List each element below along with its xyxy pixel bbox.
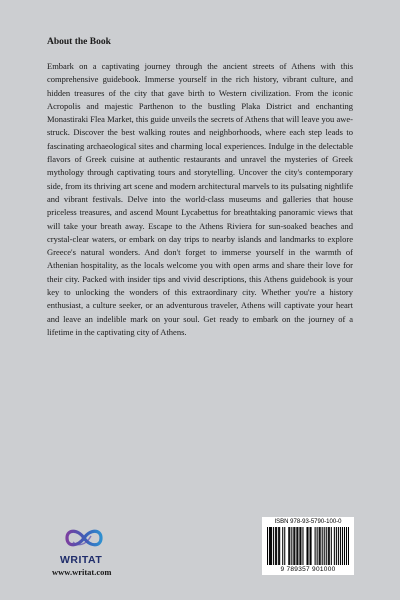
barcode-digits: 9 789357 901000 xyxy=(280,566,336,573)
section-heading: About the Book xyxy=(47,37,111,47)
publisher-url: www.writat.com xyxy=(52,567,112,577)
infinity-loop-icon xyxy=(64,525,104,551)
publisher-logo xyxy=(52,525,160,580)
isbn-barcode xyxy=(262,517,354,575)
publisher-name: WRITAT xyxy=(60,554,103,566)
barcode-bars xyxy=(267,527,349,565)
isbn-label: ISBN 978-93-5790-100-0 xyxy=(274,519,342,525)
book-description: Embark on a captivating journey through the ancient streets of Athens with this comprehensive guidebook. Immerse yourself in the rich history, vibrant culture, and hidden treasures of the city that gave birth to Western civilization. From the iconic Acropolis and majestic Parthenon to the bustling Plaka District and enchanting Monastiraki Flea Market, this guide unveils the secrets of Athens that will leave you awe-struck. Discover the best walking routes and neighborhoods, where each step leads to fascinating archaeological sites and charming local experiences. Indulge in the delectable flavors of Greek cuisine at authentic restaurants and unravel the mysteries of Greek mythology through captivating tours and storytelling. Uncover the city's contemporary side, from its thriving art scene and modern architectural marvels to its pulsating nightlife and vibrant festivals. Delve into the world-class museums and galleries that house priceless treasures, and ascend Mount Lycabettus for breathtaking panoramic views that will take your breath away. Escape to the Athens Riviera for sun-soaked beaches and crystal-clear waters, or embark on day trips to nearby islands and landmarks to explore Greece's natural wonders. And don't forget to immerse yourself in the warmth of Athenian hospitality, as the locals welcome you with open arms and share their love for their city. Packed with insider tips and vivid descriptions, this Athens guidebook is your key to unlocking the wonders of this extraordinary city. Whether you're a history enthusiast, a culture seeker, or an adventurous traveler, Athens will captivate your heart and leave an indelible mark on your soul. Get ready to embark on the journey of a lifetime in the captivating city of Athens. xyxy=(47,61,353,337)
